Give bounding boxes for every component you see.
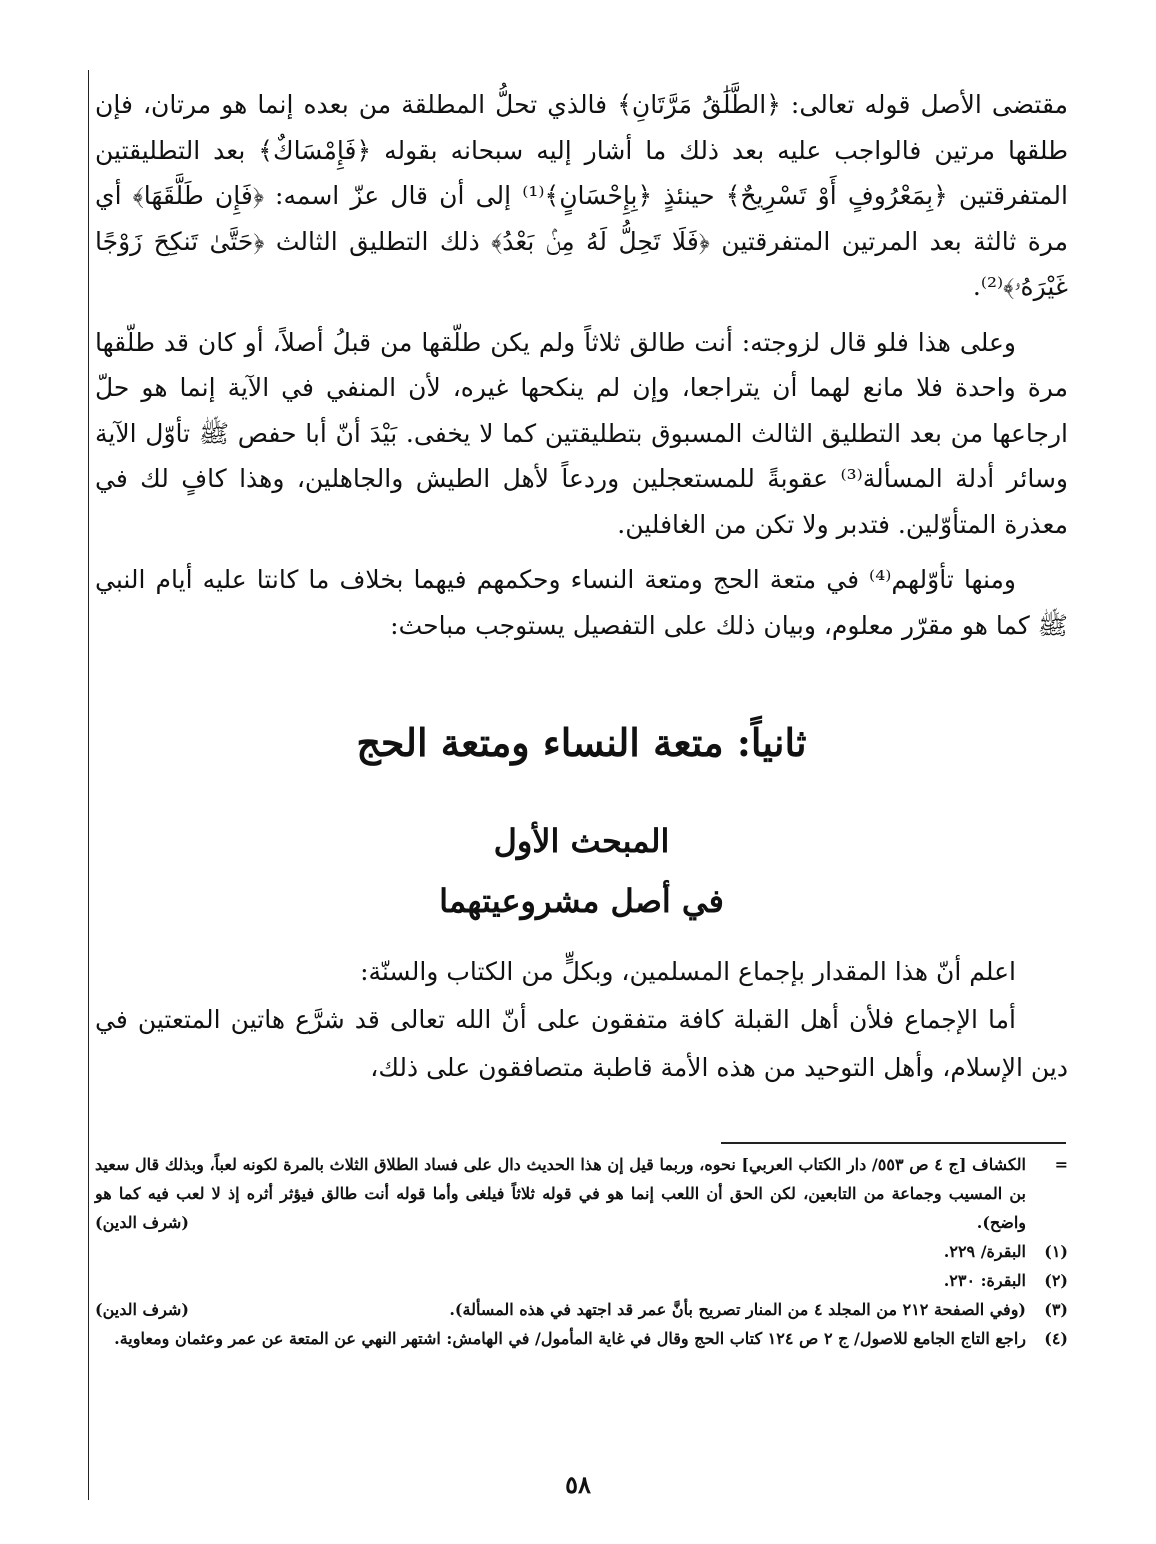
paragraph-2: وعلى هذا فلو قال لزوجته: أنت طالق ثلاثاً ولم يكن طلّقها من قبلُ أصلاً، أو كان قد طلّقها مرة واحدة فلا مانع لهما أن يتراجعا، وإن لم ينكحها غيره، لأن المنفي في الآية إنما هو حلّ ارجاعها من بعد التطليق الثالث المسبوق بتطليقتين كما لا يخفى. بَيْدَ أنّ أبا حفص ﷺ تأوّل الآية وسائر أدلة المسألة⁽³⁾ عقوبةً للمستعجلين وردعاً لأهل الطيش والجاهلين، وهذا كافٍ لك في معذرة المتأوّلين. فتدبر ولا تكن من الغافلين. — [95, 327, 1069, 539]
footnote-signature: (شرف الدين) — [95, 1300, 189, 1319]
footnote-2 — [95, 1266, 1068, 1295]
paragraph-3: ومنها تأوّلهم⁽⁴⁾ في متعة الحج ومتعة النساء وحكمهم فيهما بخلاف ما كانتا عليه أيام النبي ﷺ كما هو مقرّر معلوم، وبيان ذلك على التفصيل يستوجب مباحث: — [95, 565, 1068, 640]
footnote-text — [95, 1295, 1026, 1324]
footnote-mark: (٤) — [1044, 1329, 1068, 1348]
section-heading: ثانياً: متعة النساء ومتعة الحج — [356, 720, 807, 765]
page-number: ٥٨ — [565, 1470, 591, 1499]
footnote-mark: (٢) — [1044, 1271, 1068, 1290]
footnote-text: البقرة/ ٢٢٩. — [943, 1242, 1026, 1261]
main-text-block — [95, 82, 1068, 648]
footnote-body: (وفي الصفحة ٢١٢ من المجلد ٤ من المنار تصريح بأنَّ عمر قد اجتهد في هذه المسألة). — [449, 1300, 1026, 1319]
footnote-separator — [721, 1142, 1066, 1144]
footnote-continued — [95, 1150, 1068, 1237]
paragraph-5: أما الإجماع فلأن أهل القبلة كافة متفقون على أنّ الله تعالى قد شرَّع هاتين المتعتين في دين الإسلام، وأهل التوحيد من هذه الأمة قاطبة متصافقون على ذلك، — [95, 1005, 1068, 1082]
margin-rule — [88, 70, 89, 1500]
footnote-text: البقرة: ٢٣٠. — [943, 1271, 1026, 1290]
main-text-block-2 — [95, 948, 1068, 1092]
footnote-text — [95, 1150, 1026, 1237]
footnote-mark: (٣) — [1044, 1300, 1068, 1319]
footnote-body: الكشاف [ج ٤ ص ٥٥٣/ دار الكتاب العربي] نحوه، وربما قيل إن هذا الحديث دال على فساد الطلاق الثلاث بالمرة لكونه لعباً، وبذلك قال سعيد بن المسيب وجماعة من التابعين، لكن الحق أن اللعب إنما هو في قوله ثلاثاً فيلغى وأما قوله أنت طالق فيؤثر أثره إذ لا لعب فيه كما هو واضح). — [95, 1155, 1027, 1232]
footnote-signature: (شرف الدين) — [95, 1213, 189, 1232]
footnote-3 — [95, 1295, 1068, 1324]
footnotes — [95, 1150, 1068, 1353]
footnote-mark: = — [1054, 1155, 1068, 1174]
chapter-subheading: في أصل مشروعيتهما — [439, 882, 724, 920]
footnote-mark: (١) — [1044, 1242, 1068, 1261]
paragraph-1: مقتضى الأصل قوله تعالى: ﴿الطَّلَٰقُ مَرَّتَانِ﴾ فالذي تحلُّ المطلقة من بعده إنما هو مرتان، فإن طلقها مرتين فالواجب عليه بعد ذلك ما أشار إليه سبحانه بقوله ﴿فَإِمْسَاكٌ﴾ بعد التطليقتين المتفرقتين ﴿بِمَعْرُوفٍ أَوْ تَسْرِيحٌ﴾ حينئذٍ ﴿بِإِحْسَانٍ﴾⁽¹⁾ إلى أن قال عزّ اسمه: ﴿فَإِن طَلَّقَهَا﴾ أي مرة ثالثة بعد المرتين المتفرقتين ﴿فَلَا تَحِلُّ لَهُ مِنۢ بَعْدُ﴾ ذلك التطليق الثالث ﴿حَتَّىٰ تَنكِحَ زَوْجًا غَيْرَهُۥ﴾⁽²⁾. — [95, 90, 1068, 301]
footnote-text: راجع التاج الجامع للاصول/ ج ٢ ص ١٢٤ كتاب الحج وقال في غاية المأمول/ في الهامش: اشتهر النهي عن المتعة عن عمر وعثمان ومعاوية. — [114, 1329, 1026, 1348]
footnote-4 — [95, 1324, 1068, 1353]
footnote-1 — [95, 1237, 1068, 1266]
chapter-heading: المبحث الأول — [493, 822, 670, 860]
paragraph-4: اعلم أنّ هذا المقدار بإجماع المسلمين، وبكلٍّ من الكتاب والسنّة: — [360, 957, 1016, 986]
